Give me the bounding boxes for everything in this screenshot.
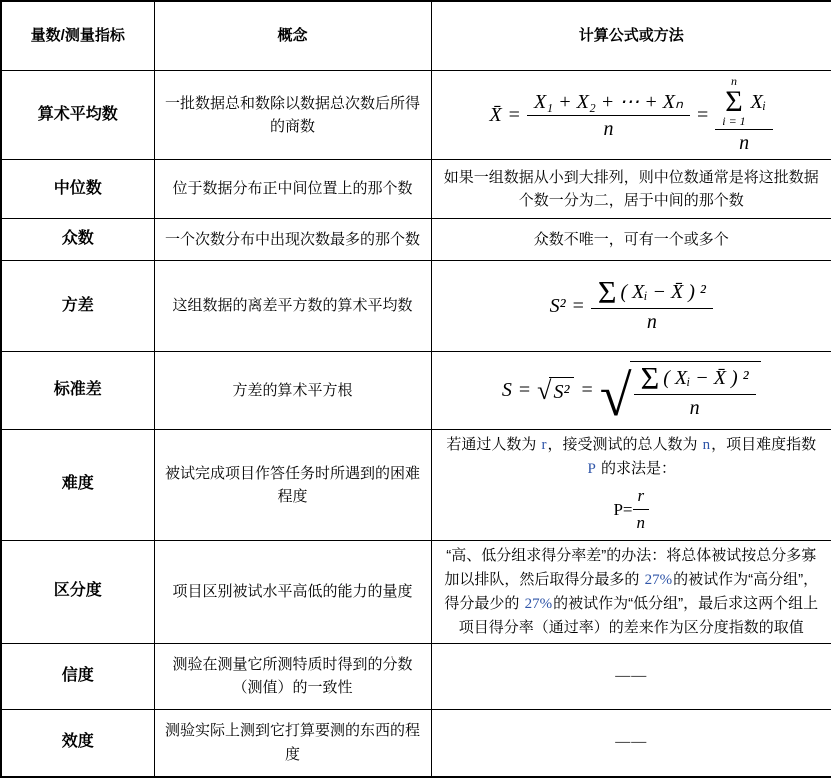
fraction: Σ ( Xᵢ − X̄ ) ² n (591, 278, 713, 334)
table-row (1, 71, 831, 160)
table-row (1, 352, 831, 430)
difficulty-lhs: P= (613, 499, 633, 519)
cell-term: 方差 (1, 261, 154, 352)
equals-sign: = (508, 104, 520, 126)
table-row (1, 160, 831, 219)
cell-term: 效度 (1, 709, 154, 777)
table-row (1, 540, 831, 643)
fraction: $\frac{r}{n}$ (633, 483, 650, 537)
cell-concept: 一批数据总和数除以数据总次数后所得的商数 (154, 71, 431, 160)
discrimination-description: “高、低分组求得分率差”的办法：将总体被试按总分多寡加以排队，然后取得分最多的 27%的被试作为“高分组”，得分最少的 27%的被试作为“低分组”，最后求这两个组上项目得分率（通过率）的差来作为区分度指数的取值 (444, 546, 819, 636)
square-root (599, 360, 761, 428)
table-row (1, 643, 831, 709)
table-row (1, 261, 831, 352)
header-row (1, 1, 831, 71)
cell-method (431, 71, 831, 160)
cell-term: 信度 (1, 643, 154, 709)
cell-term: 难度 (1, 430, 154, 541)
cell-method (431, 261, 831, 352)
table-row (1, 709, 831, 777)
radical-sign: √ (537, 376, 552, 406)
fraction: $\frac{\text{X₁ + X₂ + ⋯ + Xₙ}}{n}$ (527, 90, 690, 141)
formula-arithmetic-mean (440, 75, 824, 155)
cell-concept: 一个次数分布中出现次数最多的那个数 (154, 219, 431, 261)
cell-concept: 项目区别被试水平高低的能力的量度 (154, 540, 431, 643)
header-cell-concept: 概念 (154, 1, 431, 71)
table-row (1, 430, 831, 541)
cell-method: —— (431, 709, 831, 777)
formula-difficulty (440, 483, 824, 537)
difficulty-description: 若通过人数为 r，接受测试的总人数为 n，项目难度指数 P 的求法是： (446, 436, 817, 477)
cell-term: 标准差 (1, 352, 154, 430)
cell-term: 算术平均数 (1, 71, 154, 160)
cell-term: 众数 (1, 219, 154, 261)
sd-lhs: S (501, 379, 512, 402)
cell-method: 如果一组数据从小到大排列，则中位数通常是将这批数据个数一分为二，居于中间的那个数 (431, 160, 831, 219)
formula-variance (440, 274, 824, 334)
equals-sign: = (696, 104, 709, 126)
equals-sign: = (518, 379, 531, 402)
table-row (1, 219, 831, 261)
cell-concept: 测验实际上测到它打算要测的东西的程度 (154, 709, 431, 777)
cell-method: —— (431, 643, 831, 709)
cell-concept: 这组数据的离差平方数的算术平均数 (154, 261, 431, 352)
radical-sign: √ (599, 362, 632, 428)
square-root: √ S² (537, 377, 574, 404)
cell-method (431, 430, 831, 541)
fraction: Σ ( Xᵢ − X̄ ) ² n (634, 364, 756, 420)
variable-n: n (702, 437, 711, 453)
variable-p: P (587, 461, 596, 477)
header-cell-metric: 量数/测量指标 (1, 1, 154, 71)
cell-concept: 方差的算术平方根 (154, 352, 431, 430)
cell-method: 众数不唯一，可有一个或多个 (431, 219, 831, 261)
sigma-sign: Σ (725, 85, 743, 118)
header-cell-method: 计算公式或方法 (431, 1, 831, 71)
cell-term: 中位数 (1, 160, 154, 219)
percent-27: 27% (644, 571, 673, 588)
sigma-sign: Σ (597, 274, 617, 311)
cell-concept: 位于数据分布正中间位置上的那个数 (154, 160, 431, 219)
cell-concept: 测验在测量它所测特质时得到的分数（测值）的一致性 (154, 643, 431, 709)
equals-sign: = (572, 294, 584, 317)
sum-with-limits: n Σ i = 1 (722, 73, 746, 128)
fraction: n Σ i = 1 Xᵢ n (715, 75, 773, 155)
sigma-sign: Σ (640, 360, 660, 397)
cell-method (431, 352, 831, 430)
percent-27: 27% (524, 595, 553, 612)
mean-lhs: X̄ (489, 104, 502, 126)
variable-r: r (541, 437, 547, 453)
variance-lhs: S² (549, 294, 566, 317)
cell-method (431, 540, 831, 643)
equals-sign: = (581, 379, 593, 402)
cell-concept: 被试完成项目作答任务时所遇到的困难程度 (154, 430, 431, 541)
cell-term: 区分度 (1, 540, 154, 643)
formula-standard-deviation (440, 360, 824, 428)
